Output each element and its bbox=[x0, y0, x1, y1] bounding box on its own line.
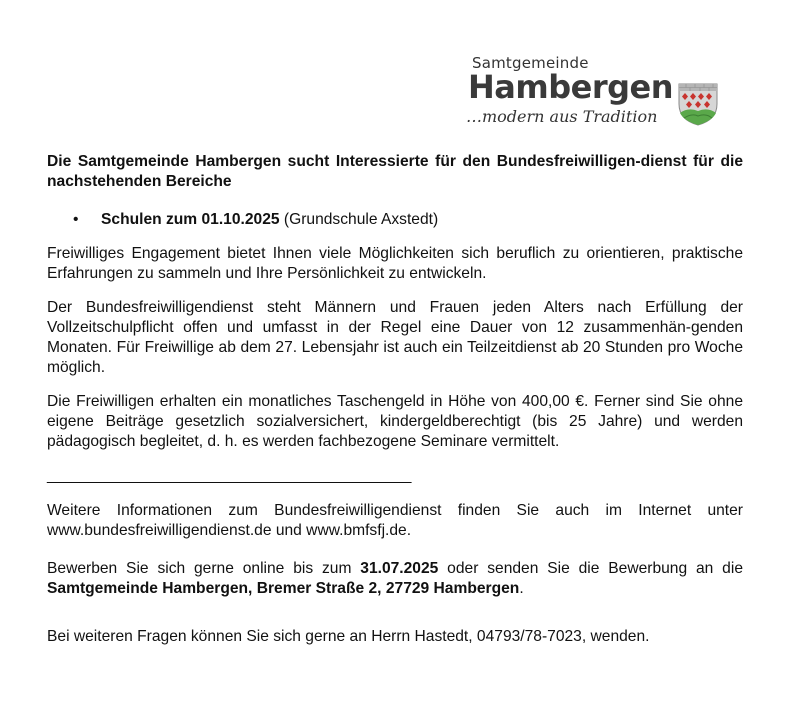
coat-of-arms-icon bbox=[676, 80, 720, 126]
application-address: Samtgemeinde Hambergen, Bremer Straße 2, 27729 Hambergen bbox=[47, 580, 520, 597]
paragraph-more-info: Weitere Informationen zum Bundesfreiwilligendienst finden Sie auch im Internet unter www.bundesfreiwilligendienst.de und www.bmfsfj.de. bbox=[47, 502, 743, 539]
paragraph-application bbox=[47, 559, 743, 599]
list-item bbox=[47, 210, 743, 230]
logo-top-label: Samtgemeinde bbox=[472, 54, 589, 72]
application-deadline: 31.07.2025 bbox=[360, 560, 439, 577]
separator-line: ____________________________________________ bbox=[47, 467, 411, 484]
page-heading: Die Samtgemeinde Hambergen sucht Interessierte für den Bundesfreiwilligen-dienst für die nachstehenden Bereiche bbox=[47, 153, 743, 190]
logo-name: Hambergen bbox=[468, 68, 673, 106]
bullet-normal-text: (Grundschule Axstedt) bbox=[279, 211, 439, 228]
paragraph-contact: Bei weiteren Fragen können Sie sich gerne an Herrn Hastedt, 04793/78-7023, wenden. bbox=[47, 628, 650, 645]
document-body bbox=[47, 152, 743, 647]
bullet-dot: • bbox=[73, 211, 79, 228]
bullet-bold-text: Schulen zum 01.10.2025 bbox=[101, 211, 280, 228]
logo-tagline: …modern aus Tradition bbox=[466, 107, 658, 126]
application-text-3: . bbox=[519, 580, 524, 597]
paragraph-benefits: Die Freiwilligen erhalten ein monatliches Taschengeld in Höhe von 400,00 €. Ferner sind Sie ohne eigene Beiträge gesetzlich sozialversichert, kindergeldberechtigt (bis 25 Jahre) und werden pädagogisch begleitet, d. h. es werden fachbezogene Seminare vermittelt. bbox=[47, 393, 743, 450]
application-text-1: Bewerben Sie sich gerne online bis zum bbox=[47, 560, 361, 577]
paragraph-engagement: Freiwilliges Engagement bietet Ihnen viele Möglichkeiten sich beruflich zu orientieren, praktische Erfahrungen zu sammeln und Ihre Persönlichkeit zu entwickeln. bbox=[47, 245, 743, 282]
hambergen-logo bbox=[464, 50, 734, 140]
paragraph-eligibility: Der Bundesfreiwilligendienst steht Männern und Frauen jeden Alters nach Erfüllung der Vollzeitschulpflicht offen und umfasst in der Regel eine Dauer von 12 zusammenhän-genden Monaten. Für Freiwillige ab dem 27. Lebensjahr ist auch ein Teilzeitdienst ab 20 Stunden pro Woche möglich. bbox=[47, 299, 743, 376]
application-text-2: oder senden Sie die Bewerbung an die bbox=[438, 560, 743, 577]
